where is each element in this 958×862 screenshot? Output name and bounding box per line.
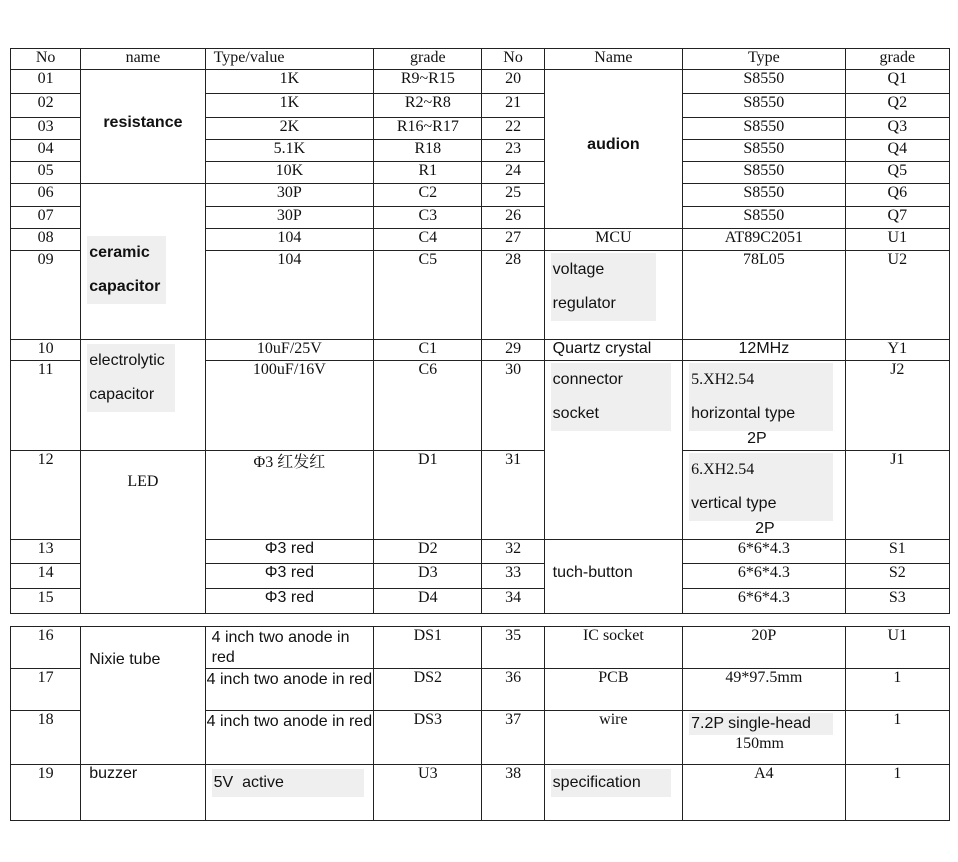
header-name-2: Name	[544, 49, 682, 70]
row-name-connector-socket: connector socket	[544, 361, 682, 540]
group-audion: audion	[544, 70, 682, 229]
row-no: 05	[11, 162, 81, 184]
row-value: Φ3 红发红	[205, 451, 374, 540]
row-value: 5.1K	[205, 140, 374, 162]
row-no: 16	[11, 627, 81, 669]
row-grade: R9~R15	[374, 70, 482, 94]
row-no: 17	[11, 669, 81, 711]
row-grade: C5	[374, 251, 482, 340]
row-value: 30P	[205, 184, 374, 207]
row-no: 13	[11, 540, 81, 564]
row-grade: R2~R8	[374, 94, 482, 118]
table-row	[11, 765, 950, 821]
group-electrolytic-capacitor: electrolytic capacitor	[81, 340, 205, 451]
row-type: S8550	[683, 207, 846, 229]
row-grade: R18	[374, 140, 482, 162]
row-name-quartz: Quartz crystal	[544, 340, 682, 361]
row-grade: R16~R17	[374, 118, 482, 140]
row-type: 78L05	[683, 251, 846, 340]
row-value: 104	[205, 229, 374, 251]
row-grade: D4	[374, 589, 482, 614]
row-value: Φ3 red	[205, 564, 374, 589]
row-type: S8550	[683, 94, 846, 118]
row-no: 28	[482, 251, 544, 340]
row-grade: DS2	[374, 669, 482, 711]
row-no: 12	[11, 451, 81, 540]
row-grade: C1	[374, 340, 482, 361]
row-grade: C4	[374, 229, 482, 251]
row-grade: DS3	[374, 711, 482, 765]
header-name: name	[81, 49, 205, 70]
row-no: 11	[11, 361, 81, 451]
row-no: 35	[482, 627, 544, 669]
row-type-wire: 7.2P single-head 150mm	[683, 711, 846, 765]
row-grade: Q7	[845, 207, 949, 229]
row-no: 18	[11, 711, 81, 765]
row-grade: J2	[845, 361, 949, 451]
row-type: S8550	[683, 70, 846, 94]
row-type: S8550	[683, 184, 846, 207]
row-grade: Q1	[845, 70, 949, 94]
row-no: 15	[11, 589, 81, 614]
row-value: 1K	[205, 94, 374, 118]
row-no: 29	[482, 340, 544, 361]
row-type: 49*97.5mm	[683, 669, 846, 711]
row-grade: Q5	[845, 162, 949, 184]
component-table-upper	[10, 48, 950, 614]
row-name-tuch-button: tuch-button	[544, 540, 682, 614]
row-value: 10K	[205, 162, 374, 184]
row-value: 2K	[205, 118, 374, 140]
header-no-2: No	[482, 49, 544, 70]
row-grade: D2	[374, 540, 482, 564]
row-name: IC socket	[544, 627, 682, 669]
row-name: PCB	[544, 669, 682, 711]
row-no: 30	[482, 361, 544, 451]
header-type: Type	[683, 49, 846, 70]
component-table-lower	[10, 626, 950, 821]
table-row	[11, 70, 950, 94]
table-row	[11, 184, 950, 207]
row-grade: D3	[374, 564, 482, 589]
row-type: S8550	[683, 140, 846, 162]
row-name: wire	[544, 711, 682, 765]
row-no: 01	[11, 70, 81, 94]
row-value: 4 inch two anode in red	[205, 711, 374, 765]
group-nixie-tube: Nixie tube	[81, 627, 205, 765]
row-grade: DS1	[374, 627, 482, 669]
row-no: 14	[11, 564, 81, 589]
row-no: 04	[11, 140, 81, 162]
group-ceramic-capacitor: ceramic capacitor	[81, 184, 205, 340]
row-no: 22	[482, 118, 544, 140]
row-type: A4	[683, 765, 846, 821]
row-value: Φ3 red	[205, 540, 374, 564]
row-value: Φ3 red	[205, 589, 374, 614]
row-no: 06	[11, 184, 81, 207]
row-value: 5V active	[205, 765, 374, 821]
row-no: 25	[482, 184, 544, 207]
table-row	[11, 340, 950, 361]
group-resistance: resistance	[81, 70, 205, 184]
row-type-connector-horizontal: 5.XH2.54 horizontal type 2P	[683, 361, 846, 451]
row-name-voltage-regulator: voltage regulator	[544, 251, 682, 340]
row-grade: U2	[845, 251, 949, 340]
row-grade: S3	[845, 589, 949, 614]
row-no: 33	[482, 564, 544, 589]
header-no: No	[11, 49, 81, 70]
table-row	[11, 627, 950, 669]
row-value: 30P	[205, 207, 374, 229]
row-type: 6*6*4.3	[683, 564, 846, 589]
row-grade: C2	[374, 184, 482, 207]
header-grade-2: grade	[845, 49, 949, 70]
row-grade: Q4	[845, 140, 949, 162]
row-no: 27	[482, 229, 544, 251]
row-grade: U1	[845, 229, 949, 251]
row-no: 20	[482, 70, 544, 94]
row-grade: S2	[845, 564, 949, 589]
row-no: 38	[482, 765, 544, 821]
row-grade: U3	[374, 765, 482, 821]
row-grade: D1	[374, 451, 482, 540]
row-no: 32	[482, 540, 544, 564]
table-header	[11, 49, 950, 70]
row-grade: Q6	[845, 184, 949, 207]
row-grade: C6	[374, 361, 482, 451]
row-name: MCU	[544, 229, 682, 251]
row-grade: J1	[845, 451, 949, 540]
row-grade: 1	[845, 711, 949, 765]
row-no: 03	[11, 118, 81, 140]
row-no: 08	[11, 229, 81, 251]
row-value: 10uF/25V	[205, 340, 374, 361]
row-no: 09	[11, 251, 81, 340]
row-value: 4 inch two anode in red	[205, 627, 374, 669]
row-type: 20P	[683, 627, 846, 669]
row-grade: R1	[374, 162, 482, 184]
row-type: AT89C2051	[683, 229, 846, 251]
row-grade: Y1	[845, 340, 949, 361]
row-type: S8550	[683, 118, 846, 140]
row-no: 23	[482, 140, 544, 162]
row-no: 34	[482, 589, 544, 614]
header-grade: grade	[374, 49, 482, 70]
table-row	[11, 451, 950, 540]
row-type: 6*6*4.3	[683, 589, 846, 614]
row-type: 6*6*4.3	[683, 540, 846, 564]
row-value: 100uF/16V	[205, 361, 374, 451]
row-no: 02	[11, 94, 81, 118]
row-no: 07	[11, 207, 81, 229]
row-type: 12MHz	[683, 340, 846, 361]
row-value: 4 inch two anode in red	[205, 669, 374, 711]
row-grade: Q3	[845, 118, 949, 140]
row-no: 36	[482, 669, 544, 711]
group-led: LED	[81, 451, 205, 614]
header-type-value: Type/value	[205, 49, 374, 70]
row-no: 31	[482, 451, 544, 540]
row-type: S8550	[683, 162, 846, 184]
row-value: 1K	[205, 70, 374, 94]
row-grade: 1	[845, 669, 949, 711]
row-no: 24	[482, 162, 544, 184]
row-grade: Q2	[845, 94, 949, 118]
row-no: 21	[482, 94, 544, 118]
row-grade: C3	[374, 207, 482, 229]
row-no: 10	[11, 340, 81, 361]
group-buzzer: buzzer	[81, 765, 205, 821]
row-no: 26	[482, 207, 544, 229]
row-value: 104	[205, 251, 374, 340]
row-no: 19	[11, 765, 81, 821]
row-no: 37	[482, 711, 544, 765]
row-type-connector-vertical: 6.XH2.54 vertical type 2P	[683, 451, 846, 540]
row-grade: U1	[845, 627, 949, 669]
row-grade: 1	[845, 765, 949, 821]
row-grade: S1	[845, 540, 949, 564]
row-name-specification: specification	[544, 765, 682, 821]
